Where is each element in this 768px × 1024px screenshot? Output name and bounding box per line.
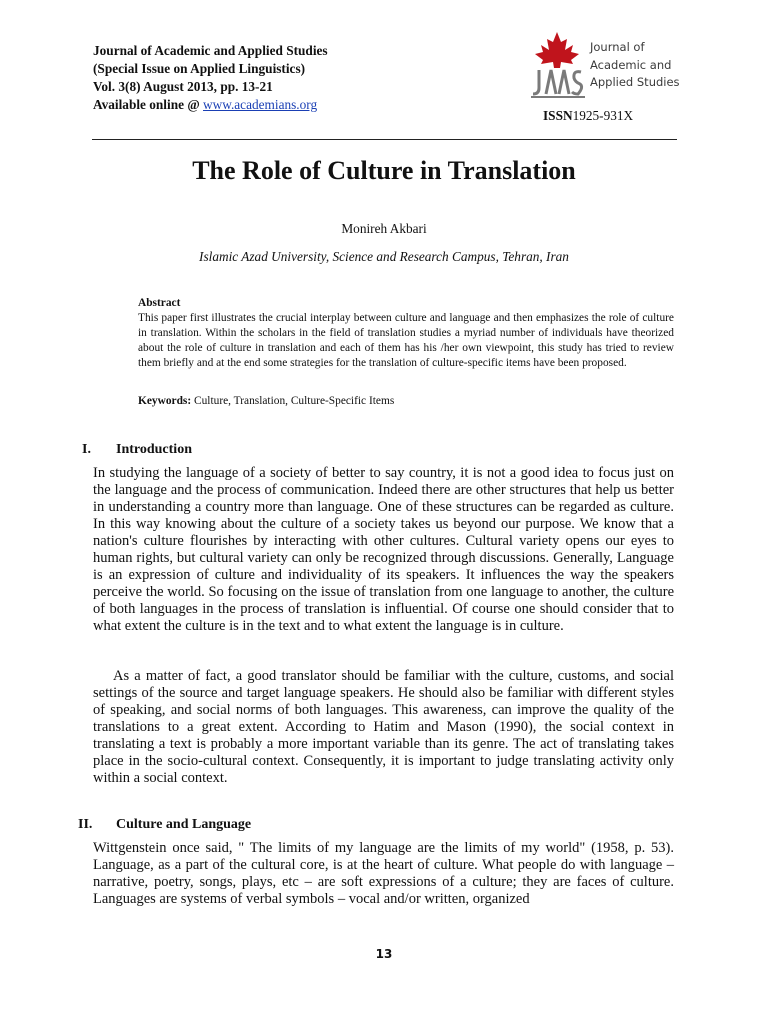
special-issue: (Special Issue on Applied Linguistics) <box>93 61 306 76</box>
section-heading <box>82 442 192 458</box>
logo-text <box>590 39 680 92</box>
section-number: I. <box>82 442 91 457</box>
section-number: II. <box>78 817 93 832</box>
logo-line: Academic and <box>590 57 672 72</box>
issn-label: ISSN <box>543 108 573 123</box>
paragraph: As a matter of fact, a good translator should be familiar with the culture, customs, and social settings of the source and target language speakers. He should also be familiar with different styles of speaking, and social norms of both languages. This awareness, can improve the quality of the translations to a great extent. According to Hatim and Mason (1990), the social context in translating a text is probably a more important variable than its genre. The act of translating takes place in the socio-cultural context. Consequently, it is important to judge translating activity only within a social context. <box>93 668 674 786</box>
paragraph: Wittgenstein once said, " The limits of my language are the limits of my world" (1958, p. 53). Language, as a part of the cultural core, is at the heart of culture. What people do with language – narrative, poetry, songs, plays, etc – are soft expressions of a culture; they are faces of culture. Languages are systems of verbal symbols – vocal and/or written, organized <box>93 840 674 907</box>
page-number: 13 <box>375 947 393 961</box>
keywords-list: Culture, Translation, Culture-Specific Items <box>191 395 395 407</box>
available-prefix: Available online @ <box>93 97 204 112</box>
author-affiliation: Islamic Azad University, Science and Research Campus, Tehran, Iran <box>199 249 569 264</box>
section-title: Culture and Language <box>116 817 252 832</box>
journal-info <box>93 42 328 114</box>
volume-info: Vol. 3(8) August 2013, pp. 13-21 <box>93 79 273 94</box>
availability-line <box>93 96 328 114</box>
keywords-label: Keywords: <box>138 395 192 407</box>
abstract-text: This paper first illustrates the crucial interplay between culture and language and then emphasizes the role of culture in translation. Within the scholars in the field of translation studies a myriad number of individuals have theorized about the role of culture in translation and each of them has his /her own viewpoint, this study has tried to review them briefly and at the end some strategies for the translation of culture-specific items have been proposed. <box>138 312 674 369</box>
website-link[interactable]: www.academians.org <box>203 97 318 112</box>
paragraph: In studying the language of a society of better to say country, it is not a good idea to focus just on the language and the process of communication. Indeed there are other structures that help us better in understanding a country more than language. One of these structures can be regarded as culture. In this way knowing about the culture of a society takes us beyond our purpose. We know that a nation's culture flourishes by interacting with other cultures. Cultural variety opens our eyes to human rights, but cultural variety can only be recognized through discussions. Generally, Language is an expression of culture and individuality of its speakers. It influences the way the speakers perceive the world. So focusing on the issue of translation from one language to another, the culture of both languages in the process of translation is influential. Of course one should consider that to what extent the culture is in the text and to what extent the language is in culture. <box>93 465 674 634</box>
issn-value: 1925-931X <box>572 108 634 123</box>
author-name: Monireh Akbari <box>341 221 427 236</box>
abstract-heading: Abstract <box>138 297 181 309</box>
journal-name: Journal of Academic and Applied Studies <box>93 43 328 58</box>
jaas-monogram-icon <box>533 70 582 94</box>
section-heading <box>78 817 252 833</box>
issn <box>543 108 633 124</box>
header-divider <box>92 139 677 140</box>
maple-leaf-icon <box>535 32 579 68</box>
logo-line: Journal of <box>590 40 645 54</box>
logo-line: Applied Studies <box>590 75 680 89</box>
section-title: Introduction <box>116 442 192 457</box>
article-title: The Role of Culture in Translation <box>192 156 576 185</box>
keywords <box>138 395 394 407</box>
abstract <box>138 296 674 371</box>
